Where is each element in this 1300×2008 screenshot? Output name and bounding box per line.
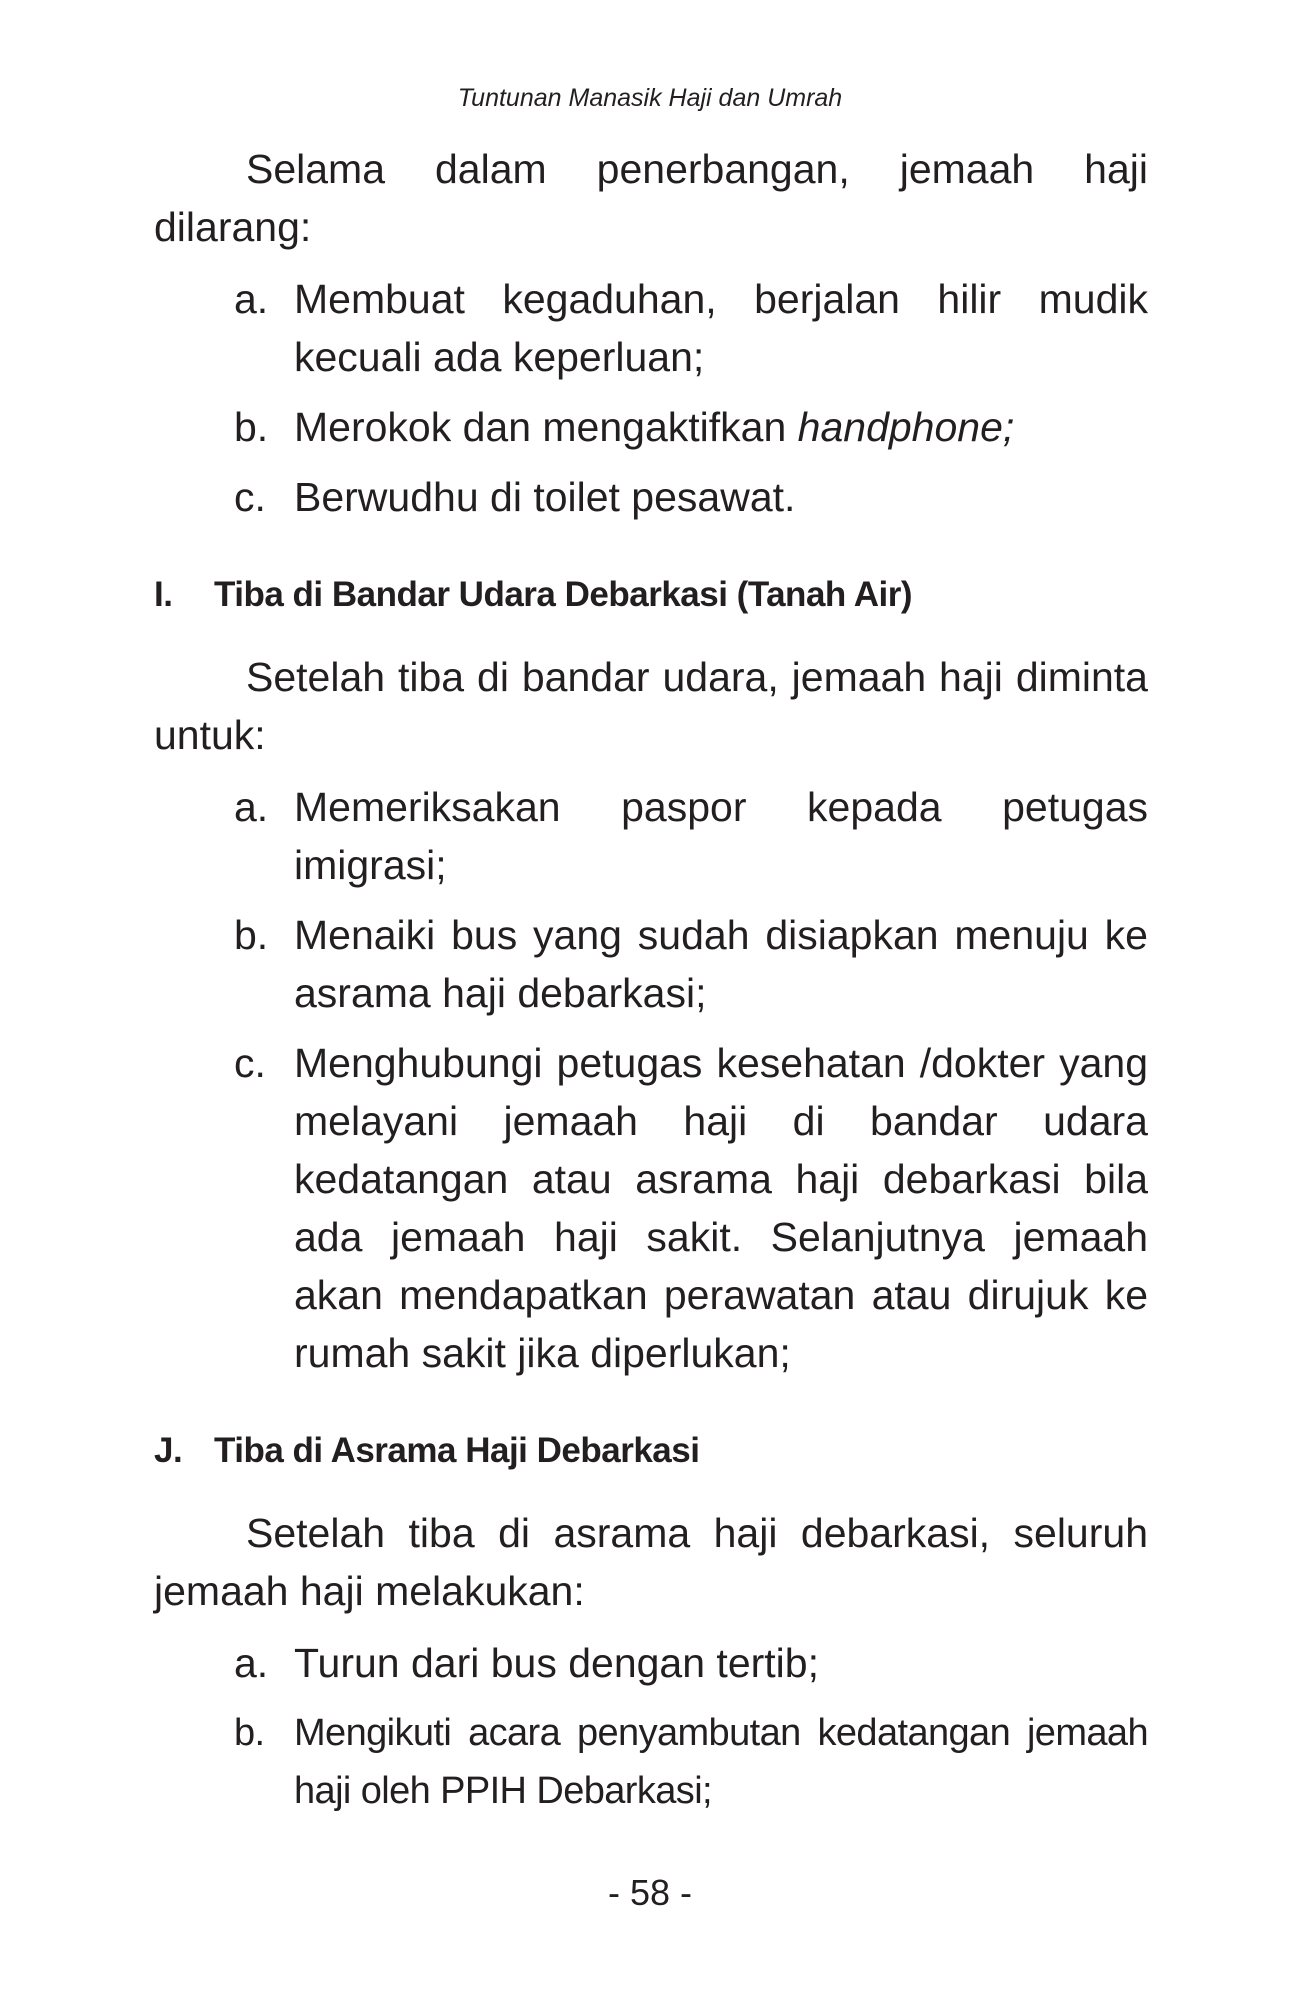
section-heading-j bbox=[154, 1426, 1148, 1476]
list-item-emphasis: handphone; bbox=[797, 404, 1015, 450]
intro-paragraph: Selama dalam penerbangan, jemaah haji dilarang: bbox=[154, 146, 1148, 250]
section-title: Tiba di Bandar Udara Debarkasi (Tanah Air) bbox=[214, 575, 912, 614]
list-item-text: Turun dari bus dengan tertib; bbox=[294, 1640, 819, 1686]
section-i-list bbox=[154, 778, 1148, 1382]
section-letter: J. bbox=[154, 1431, 183, 1470]
list-item bbox=[154, 468, 1148, 526]
list-marker: a. bbox=[234, 276, 269, 322]
section-heading-i bbox=[154, 570, 1148, 620]
list-item-text: Memeriksakan paspor kepada petugas imigrasi; bbox=[294, 784, 1148, 888]
list-item bbox=[154, 778, 1148, 894]
list-item-text: Menghubungi petugas kesehatan /dokter yang melayani jemaah haji di bandar udara kedatangan atau asrama haji debarkasi bila ada jemaah haji sakit. Selanjutnya jemaah akan mendapatkan perawatan atau dirujuk ke rumah sakit jika diperlukan; bbox=[294, 1040, 1148, 1376]
section-j-list bbox=[154, 1634, 1148, 1820]
list-item bbox=[154, 1634, 1148, 1692]
list-item bbox=[154, 906, 1148, 1022]
list-marker: c. bbox=[234, 474, 266, 520]
section-letter: I. bbox=[154, 575, 173, 614]
list-marker: b. bbox=[234, 912, 269, 958]
list-marker: b. bbox=[234, 404, 269, 450]
list-item bbox=[154, 1034, 1148, 1382]
list-marker: a. bbox=[234, 1640, 269, 1686]
list-item bbox=[154, 398, 1148, 456]
list-item-text: Membuat kegaduhan, berjalan hilir mudik kecuali ada keperluan; bbox=[294, 276, 1148, 380]
running-header: Tuntunan Manasik Haji dan Umrah bbox=[457, 84, 843, 112]
list-item-text: Berwudhu di toilet pesawat. bbox=[294, 474, 796, 520]
list-marker: b. bbox=[234, 1712, 265, 1754]
list-item-text: Merokok dan mengaktifkan bbox=[294, 404, 798, 450]
list-marker: a. bbox=[234, 784, 269, 830]
section-i-paragraph: Setelah tiba di bandar udara, jemaah haji diminta untuk: bbox=[154, 654, 1148, 758]
page-content bbox=[154, 140, 1148, 1832]
section-j-paragraph: Setelah tiba di asrama haji debarkasi, seluruh jemaah haji melakukan: bbox=[154, 1510, 1148, 1614]
list-item-text: Menaiki bus yang sudah disiapkan menuju ke asrama haji debarkasi; bbox=[294, 912, 1148, 1016]
list-marker: c. bbox=[234, 1040, 266, 1086]
intro-list bbox=[154, 270, 1148, 526]
section-title: Tiba di Asrama Haji Debarkasi bbox=[214, 1431, 700, 1470]
list-item bbox=[154, 270, 1148, 386]
list-item bbox=[154, 1704, 1148, 1820]
list-item-text: Mengikuti acara penyambutan kedatangan jemaah haji oleh PPIH Debarkasi; bbox=[294, 1712, 1148, 1812]
page-number: - 58 - bbox=[607, 1872, 693, 1913]
